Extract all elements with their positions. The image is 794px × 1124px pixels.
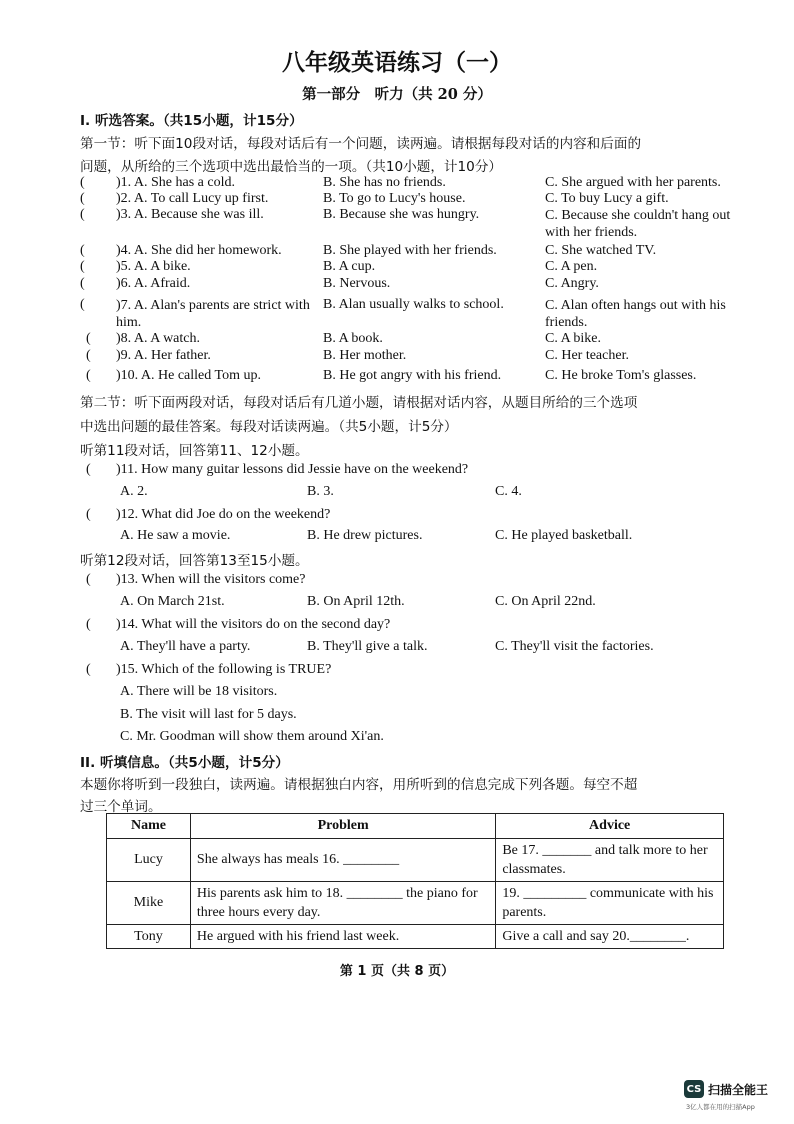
question-3: )3. A. Because she was ill. — [116, 207, 264, 222]
table-row — [107, 839, 724, 882]
answer-paren[interactable]: ( — [80, 191, 85, 206]
question-11: )11. How many guitar lessons did Jessie have on the weekend? — [116, 462, 469, 477]
question-9: )9. A. Her father. — [116, 348, 211, 363]
cell-problem[interactable]: His parents ask him to 18. ________ the piano for three hours every day. — [190, 882, 495, 925]
option-8c: C. A bike. — [545, 331, 602, 346]
question-5: )5. A. A bike. — [116, 259, 191, 274]
option-7c: C. Alan often hangs out with his friends. — [545, 298, 726, 330]
part2-instruction-b: 中选出问题的最佳答案。每段对话读两遍。（共5小题，计5分） — [80, 419, 458, 435]
option-4b: B. She played with her friends. — [323, 243, 497, 258]
question-6: )6. A. Afraid. — [116, 276, 191, 291]
page-title: 八年级英语练习（一） — [282, 49, 512, 76]
option-9b: B. Her mother. — [323, 348, 407, 363]
scanner-app-name: 扫描全能王 — [708, 1082, 769, 1097]
cell-advice[interactable]: Be 17. _______ and talk more to her classmates. — [496, 839, 724, 882]
dialog-12-instruction: 听第12段对话，回答第13至15小题。 — [80, 553, 309, 569]
option-14b: B. They'll give a talk. — [307, 639, 428, 654]
answer-paren[interactable]: ( — [86, 662, 91, 677]
answer-paren[interactable]: ( — [86, 507, 91, 522]
cell-problem[interactable]: She always has meals 16. ________ — [190, 839, 495, 882]
question-4: )4. A. She did her homework. — [116, 243, 282, 258]
header-advice: Advice — [496, 814, 724, 839]
option-7b: B. Alan usually walks to school. — [323, 297, 504, 312]
option-14a: A. They'll have a party. — [120, 639, 251, 654]
part1-instruction-b: 问题，从所给的三个选项中选出最恰当的一项。（共10小题，计10分） — [80, 159, 503, 175]
option-3c: C. Because she couldn't hang out with her friends. — [545, 208, 731, 240]
cell-problem: He argued with his friend last week. — [190, 925, 495, 949]
option-3b: B. Because she was hungry. — [323, 207, 480, 222]
section2-instruction-a: 本题你将听到一段独白，读两遍。请根据独白内容，用所听到的信息完成下列各题。每空不超 — [80, 777, 638, 793]
option-8b: B. A book. — [323, 331, 383, 346]
answer-paren[interactable]: ( — [86, 368, 91, 383]
question-10: )10. A. He called Tom up. — [116, 368, 261, 383]
option-15a: A. There will be 18 visitors. — [120, 684, 278, 699]
answer-paren[interactable]: ( — [86, 617, 91, 632]
option-9c: C. Her teacher. — [545, 348, 629, 363]
option-11b: B. 3. — [307, 484, 334, 499]
dialog-11-instruction: 听第11段对话，回答第11、12小题。 — [80, 443, 309, 459]
answer-paren[interactable]: ( — [80, 276, 85, 291]
cell-advice[interactable]: 19. _________ communicate with his parents. — [496, 882, 724, 925]
option-14c: C. They'll visit the factories. — [495, 639, 654, 654]
option-4c: C. She watched TV. — [545, 243, 657, 258]
section2-heading: II. 听填信息。（共5小题，计5分） — [80, 755, 289, 771]
question-7: )7. A. Alan's parents are strict with him. — [116, 298, 310, 330]
answer-paren[interactable]: ( — [80, 297, 85, 312]
question-15: )15. Which of the following is TRUE? — [116, 662, 332, 677]
option-13a: A. On March 21st. — [120, 594, 225, 609]
scanner-watermark — [684, 1080, 768, 1098]
option-15c: C. Mr. Goodman will show them around Xi'an. — [120, 729, 384, 744]
page-subtitle: 第一部分 听力（共 20 分） — [302, 86, 492, 103]
option-11c: C. 4. — [495, 484, 522, 499]
option-5c: C. A pen. — [545, 259, 598, 274]
section1-heading: I. 听选答案。（共15小题，计15分） — [80, 113, 303, 129]
option-12a: A. He saw a movie. — [120, 528, 231, 543]
table-row — [107, 925, 724, 949]
scanner-logo-icon: CS — [684, 1080, 704, 1098]
option-6b: B. Nervous. — [323, 276, 391, 291]
question-13: )13. When will the visitors come? — [116, 572, 306, 587]
option-2b: B. To go to Lucy's house. — [323, 191, 466, 206]
part2-instruction-a: 第二节：听下面两段对话，每段对话后有几道小题，请根据对话内容，从题目所给的三个选项 — [80, 395, 638, 411]
part1-instruction-a: 第一节：听下面10段对话，每段对话后有一个问题，读两遍。请根据每段对话的内容和后面的 — [80, 136, 642, 152]
cell-name: Tony — [107, 925, 191, 949]
answer-paren[interactable]: ( — [86, 348, 91, 363]
option-15b: B. The visit will last for 5 days. — [120, 707, 297, 722]
header-name: Name — [107, 814, 191, 839]
option-13c: C. On April 22nd. — [495, 594, 596, 609]
answer-paren[interactable]: ( — [80, 243, 85, 258]
answer-paren[interactable]: ( — [86, 572, 91, 587]
option-1c: C. She argued with her parents. — [545, 175, 721, 190]
option-2c: C. To buy Lucy a gift. — [545, 191, 669, 206]
info-table — [106, 813, 724, 949]
option-12b: B. He drew pictures. — [307, 528, 423, 543]
question-2: )2. A. To call Lucy up first. — [116, 191, 269, 206]
option-10c: C. He broke Tom's glasses. — [545, 368, 697, 383]
cell-name: Lucy — [107, 839, 191, 882]
header-problem: Problem — [190, 814, 495, 839]
section2-instruction-b: 过三个单词。 — [80, 799, 162, 815]
cell-advice[interactable]: Give a call and say 20.________. — [496, 925, 724, 949]
question-12: )12. What did Joe do on the weekend? — [116, 507, 331, 522]
scanner-tagline: 3亿人都在用的扫描App — [686, 1103, 755, 1111]
option-11a: A. 2. — [120, 484, 148, 499]
answer-paren[interactable]: ( — [86, 462, 91, 477]
answer-paren[interactable]: ( — [80, 175, 85, 190]
answer-paren[interactable]: ( — [80, 259, 85, 274]
question-8: )8. A. A watch. — [116, 331, 200, 346]
option-5b: B. A cup. — [323, 259, 376, 274]
table-header-row — [107, 814, 724, 839]
question-14: )14. What will the visitors do on the second day? — [116, 617, 391, 632]
option-6c: C. Angry. — [545, 276, 599, 291]
option-12c: C. He played basketball. — [495, 528, 633, 543]
table-row — [107, 882, 724, 925]
option-10b: B. He got angry with his friend. — [323, 368, 502, 383]
page-footer: 第 1 页（共 8 页） — [339, 964, 455, 979]
option-13b: B. On April 12th. — [307, 594, 405, 609]
answer-paren[interactable]: ( — [86, 331, 91, 346]
question-1: )1. A. She has a cold. — [116, 175, 235, 190]
option-1b: B. She has no friends. — [323, 175, 446, 190]
cell-name: Mike — [107, 882, 191, 925]
answer-paren[interactable]: ( — [80, 207, 85, 222]
